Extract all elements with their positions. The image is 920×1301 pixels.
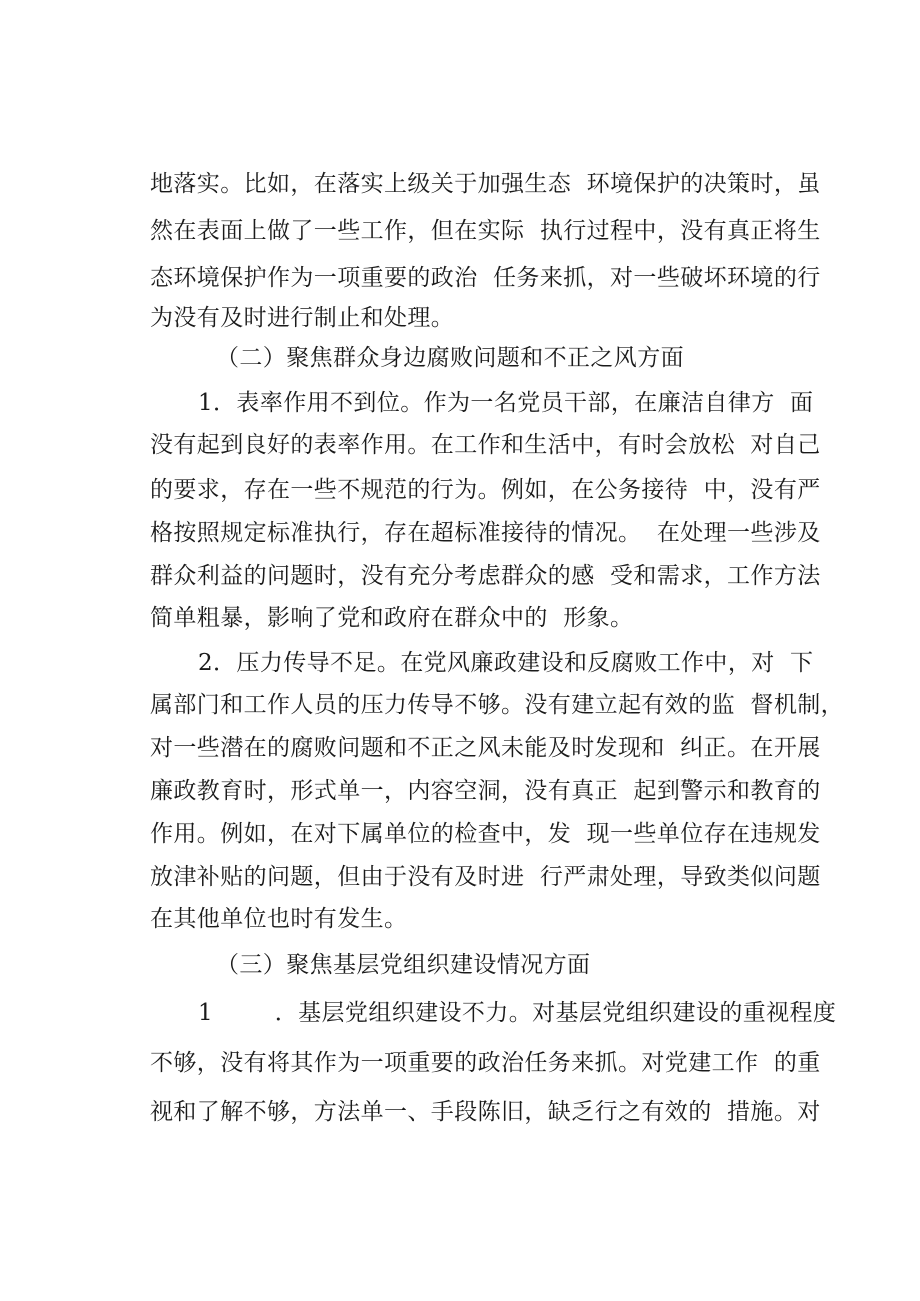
text-line-14: 对一些潜在的腐败问题和不正之风未能及时发现和 纠正。在开展 <box>150 735 821 761</box>
text-line-12: 2．压力传导不足。在党风廉政建设和反腐败工作中，对 下 <box>198 650 814 676</box>
text-line-18: 在其他单位也时有发生。 <box>150 906 408 932</box>
text-line-21: 不够，没有将其作为一项重要的政治任务来抓。对党建工作 的重 <box>150 1050 821 1076</box>
text-line-1: 地落实。比如，在落实上级关于加强生态 环境保护的决策时，虽 <box>150 171 821 197</box>
text-line-9: 格按照规定标准执行，存在超标准接待的情况。 在处理一些涉及 <box>150 520 821 546</box>
text-line-6: 1．表率作用不到位。作为一名党员干部，在廉洁自律方 面 <box>198 390 814 416</box>
text-line-22: 视和了解不够，方法单一、手段陈旧，缺乏行之有效的 措施。对 <box>150 1099 821 1125</box>
text-line-2: 然在表面上做了一些工作，但在实际 执行过程中，没有真正将生 <box>150 218 821 244</box>
text-line-15: 廉政教育时，形式单一，内容空洞，没有真正 起到警示和教育的 <box>150 778 821 804</box>
text-line-16: 作用。例如，在对下属单位的检查中，发 现一些单位存在违规发 <box>150 821 821 847</box>
text-line-11: 简单粗暴，影响了党和政府在群众中的 形象。 <box>150 605 634 631</box>
text-line-20: 1 ．基层党组织建设不力。对基层党组织建设的重视程度 <box>198 1000 837 1026</box>
section-heading-2: （二）聚焦群众身边腐败问题和不正之风方面 <box>216 345 684 371</box>
text-line-4: 为没有及时进行制止和处理。 <box>150 305 455 331</box>
text-line-3: 态环境保护作为一项重要的政治 任务来抓，对一些破坏环境的行 <box>150 265 821 291</box>
section-heading-3: （三）聚焦基层党组织建设情况方面 <box>216 952 591 978</box>
text-line-13: 属部门和工作人员的压力传导不够。没有建立起有效的监 督机制， <box>150 692 845 718</box>
text-line-7: 没有起到良好的表率作用。在工作和生活中，有时会放松 对自己 <box>150 432 821 458</box>
text-line-17: 放津补贴的问题，但由于没有及时进 行严肃处理，导致类似问题 <box>150 864 821 890</box>
text-line-8: 的要求，存在一些不规范的行为。例如，在公务接待 中，没有严 <box>150 477 821 503</box>
text-line-10: 群众利益的问题时，没有充分考虑群众的感 受和需求，工作方法 <box>150 563 821 589</box>
